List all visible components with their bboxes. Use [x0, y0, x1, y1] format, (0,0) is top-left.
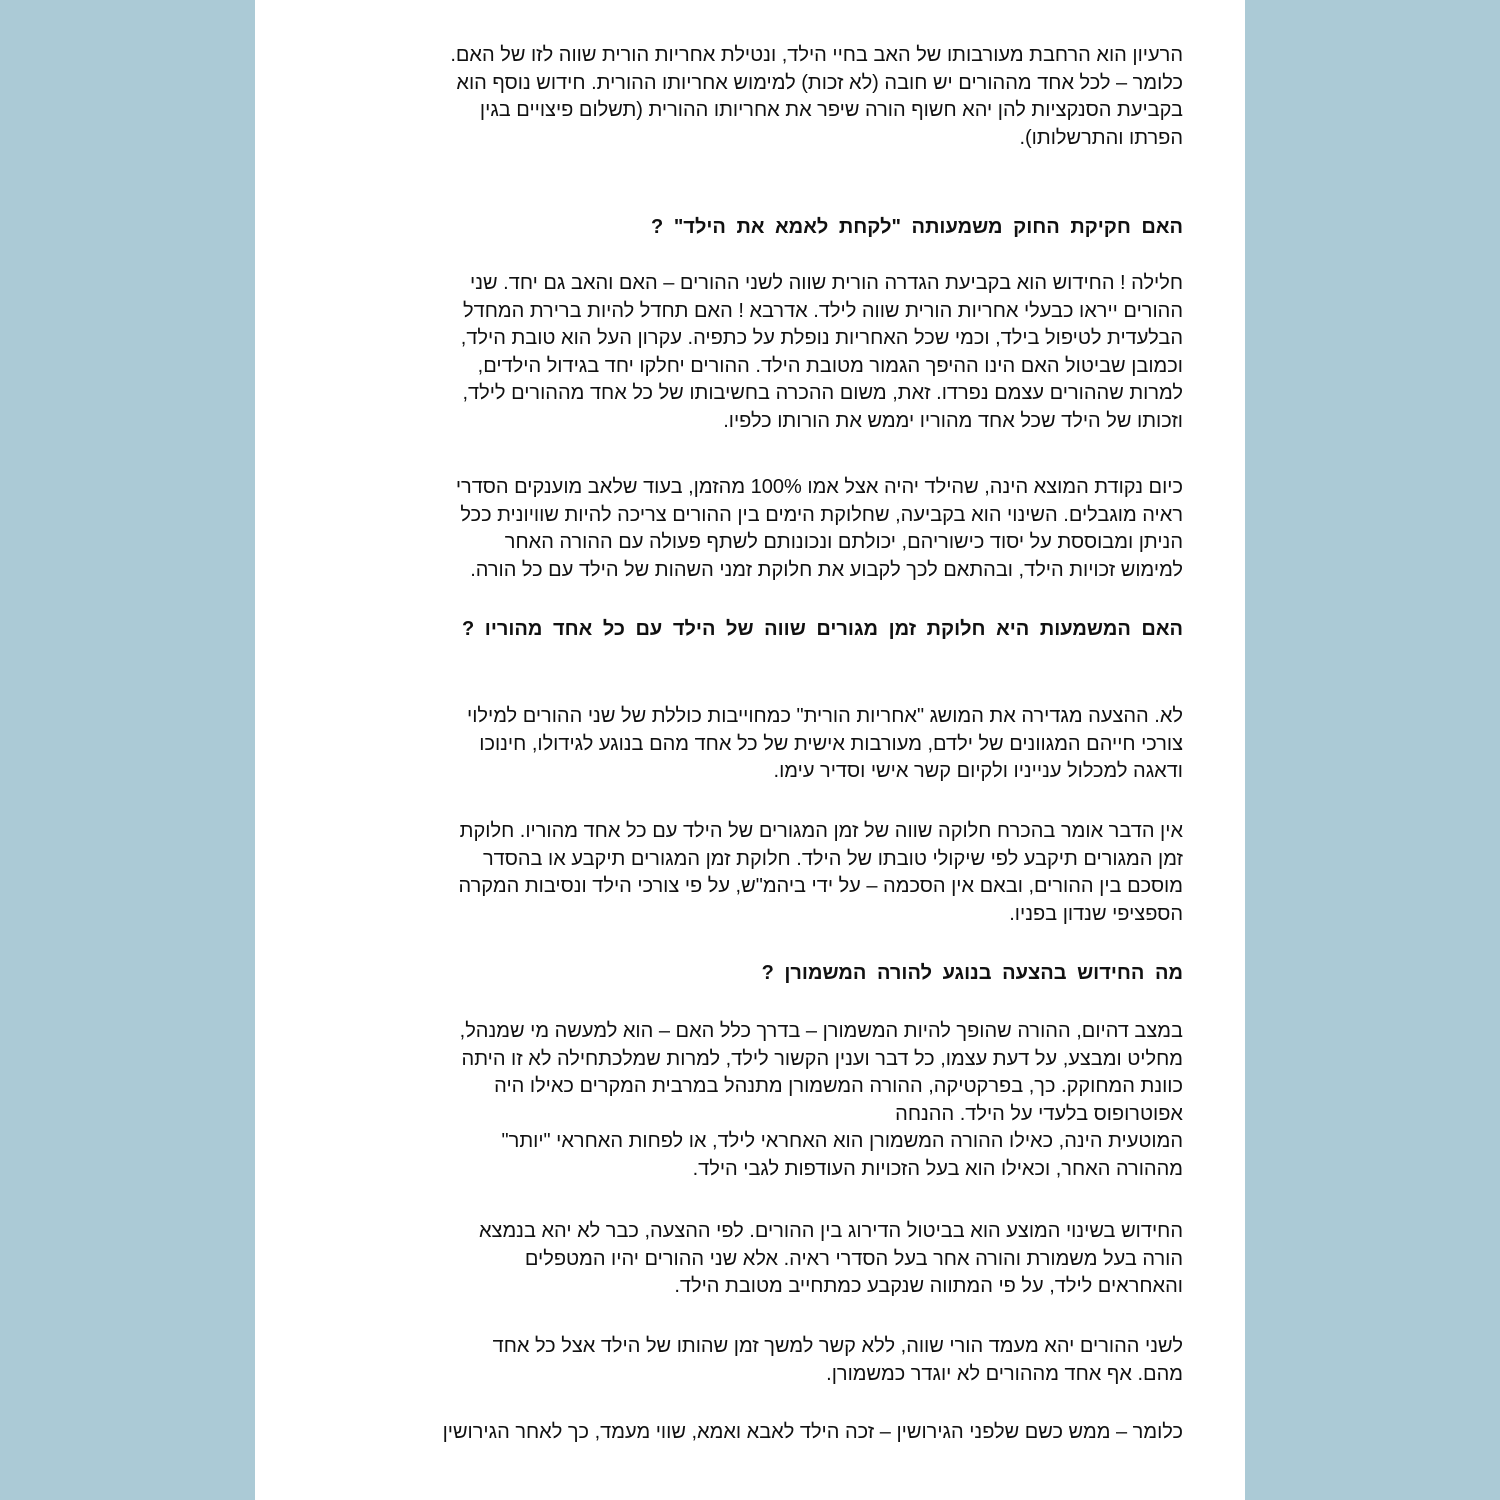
- text-line: לא. ההצעה מגדירה את המושג "אחריות הורית" כמחוייבות כוללת של שני ההורים למילוי: [467, 705, 1183, 727]
- paragraph-current-situation: [303, 474, 1183, 584]
- text-line: וזכותו של הילד שכל אחד מהוריו יממש את הורותו כלפיו.: [723, 409, 1183, 432]
- text-line: ראיה מוגבלים. השינוי הוא בקביעה, שחלוקת הימים בין ההורים צריכה להיות שוויונית ככל: [460, 503, 1183, 526]
- text-line: והאחראים לילד, על פי המתווה שנקבע כמתחייב מטובת הילד.: [674, 1275, 1183, 1297]
- text-line: הספציפי שנדון בפניו.: [1009, 902, 1183, 925]
- text-line: מהם. אף אחד מההורים לא יוגדר כמשמורן.: [826, 1362, 1183, 1385]
- text-line: אין הדבר אומר בהכרח חלוקה שווה של זמן המגורים של הילד עם כל אחד מהוריו. חלוקת: [459, 820, 1183, 842]
- text-line: כלומר – ממש כשם שלפני הגירושין – זכה הילד לאבא ואמא, שווי מעמד, כך לאחר הגירושין: [442, 1421, 1183, 1443]
- heading-text: האם חקיקת החוק משמעותה "לקחת לאמא את הילד" ?: [651, 216, 1183, 238]
- document-page: [255, 0, 1245, 1500]
- paragraph-innovation: [303, 1218, 1183, 1301]
- text-line: זמן המגורים תיקבע לפי שיקולי טובתו של הילד. חלוקת זמן המגורים תיקבע או בהסדר: [482, 847, 1183, 870]
- text-line: הרעיון הוא הרחבת מעורבותו של האב בחיי הילד, ונטילת אחריות הורית שווה לזו של האם.: [450, 44, 1183, 66]
- text-line: מחליט ומבצע, על דעת עצמו, כל דבר וענין הקשור לילד, למרות שמלכתחילה לא זו היתה: [461, 1047, 1183, 1070]
- text-line: הורה בעל משמורת והורה אחר בעל הסדרי ראיה. אלא שני ההורים יהיו המטפלים: [524, 1247, 1183, 1270]
- text-line: הניתן ומבוססת על יסוד כישוריהם, יכולתם ונכונותם לשתף פעולה עם ההורה האחר: [504, 531, 1183, 553]
- text-line: ודאגה למכלול ענייניו ולקיום קשר אישי וסדיר עימו.: [773, 760, 1183, 782]
- paragraph-answer-1: [303, 270, 1183, 435]
- heading-question-2: [303, 616, 1183, 644]
- paragraph-time-division: [303, 818, 1183, 928]
- heading-text: מה החידוש בהצעה בנוגע להורה המשמורן ?: [761, 962, 1183, 984]
- heading-question-1: [303, 214, 1183, 242]
- text-line: מוסכם בין ההורים, ובאם אין הסכמה – על ידי ביהמ"ש, על פי צורכי הילד ונסיבות המקרה: [458, 875, 1183, 897]
- text-line: הבלעדית לטיפול בילד, וכמי שכל האחריות נופלת על כתפיה. עקרון העל הוא טובת הילד,: [460, 327, 1183, 349]
- paragraph-answer-2: [303, 703, 1183, 786]
- text-line: המוטעית הינה, כאילו ההורה המשמורן הוא האחראי לילד, או לפחות האחראי "יותר": [501, 1130, 1183, 1152]
- text-line: וכמובן שביטול האם הינו ההיפך הגמור מטובת הילד. ההורים יחלקו יחד בגידול הילדים,: [477, 354, 1183, 377]
- heading-question-3: [303, 960, 1183, 988]
- text-line: למרות שההורים עצמם נפרדו. זאת, משום ההכרה בחשיבותו של כל אחד מההורים לילד,: [462, 382, 1183, 404]
- paragraph-custodial-parent: [303, 1018, 1183, 1183]
- text-line: כיום נקודת המוצא הינה, שהילד יהיה אצל אמו 100% מהזמן, בעוד שלאב מוענקים הסדרי: [455, 476, 1183, 498]
- text-line: במצב דהיום, ההורה שהופך להיות המשמורן – בדרך כלל האם – הוא למעשה מי שמנהל,: [459, 1020, 1183, 1042]
- text-line: בקביעת הסנקציות להן יהא חשוף הורה שיפר את אחריותו ההורית (תשלום פיצויים בגין: [479, 99, 1183, 121]
- text-line: למימוש זכויות הילד, ובהתאם לכך לקבוע את חלוקת זמני השהות של הילד עם כל הורה.: [470, 558, 1183, 581]
- text-line: צורכי חייהם המגוונים של ילדם, מעורבות אישית של כל אחד מהם בנוגע לגידולו, חינוכו: [479, 732, 1183, 755]
- text-line: החידוש בשינוי המוצע הוא בביטול הדירוג בין ההורים. לפי ההצעה, כבר לא יהא בנמצא: [478, 1220, 1183, 1242]
- text-line: הפרתו והתרשלותו).: [1019, 126, 1183, 149]
- paragraph-intro: [303, 42, 1183, 152]
- heading-text: האם המשמעות היא חלוקת זמן מגורים שווה של הילד עם כל אחד מהוריו ?: [462, 618, 1183, 640]
- text-line: חלילה ! החידוש הוא בקביעת הגדרה הורית שווה לשני ההורים – האם והאב גם יחד. שני: [470, 272, 1183, 294]
- paragraph-equal-status: [303, 1333, 1183, 1388]
- text-line: כוונת המחוקק. כך, בפרקטיקה, ההורה המשמורן מתנהל במרבית המקרים כאילו היה: [494, 1075, 1183, 1097]
- text-line: לשני ההורים יהא מעמד הורי שווה, ללא קשר למשך זמן שהותו של הילד אצל כל אחד: [492, 1335, 1183, 1357]
- text-line: אפוטרופוס בלעדי על הילד. ההנחה: [895, 1102, 1183, 1125]
- text-line: כלומר – לכל אחד מההורים יש חובה (לא זכות) למימוש אחריותו ההורית. חידוש נוסף הוא: [456, 71, 1183, 94]
- text-line: ההורים ייראו כבעלי אחריות הורית שווה לילד. אדרבא ! האם תחדל להיות ברירת המחדל: [463, 299, 1183, 322]
- paragraph-closing: [303, 1419, 1183, 1447]
- text-line: מההורה האחר, וכאילו הוא בעל הזכויות העודפות לגבי הילד.: [692, 1157, 1183, 1180]
